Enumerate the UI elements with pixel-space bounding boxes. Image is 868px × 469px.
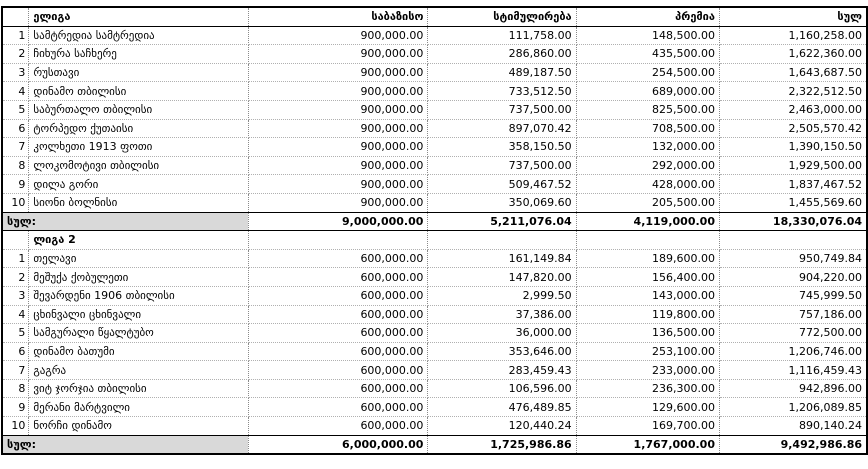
base-cell[interactable]: 900,000.00 <box>249 26 428 45</box>
league2-sum-total[interactable]: 9,492,986.86 <box>719 435 867 454</box>
club-name-cell[interactable]: მეშუქა ქობულეთი <box>29 268 249 287</box>
total-cell[interactable]: 1,390,150.50 <box>719 138 867 157</box>
row-number[interactable]: 3 <box>2 286 29 305</box>
total-cell[interactable]: 745,999.50 <box>719 286 867 305</box>
base-cell[interactable]: 900,000.00 <box>249 100 428 119</box>
table-row <box>2 45 867 64</box>
table-row <box>2 342 867 361</box>
total-cell[interactable]: 1,622,360.00 <box>719 45 867 64</box>
table-row <box>2 249 867 268</box>
stimulus-cell[interactable]: 37,386.00 <box>428 305 576 324</box>
league1-sum-row <box>2 212 867 231</box>
row-number[interactable]: 2 <box>2 268 29 287</box>
club-name-cell[interactable]: დინამო თბილისი <box>29 82 249 101</box>
header-stimulus[interactable]: სტიმულირება <box>428 7 576 26</box>
club-name-cell[interactable]: დინამო ბათუმი <box>29 342 249 361</box>
club-name-cell[interactable]: დილა გორი <box>29 175 249 194</box>
stimulus-cell[interactable]: 2,999.50 <box>428 286 576 305</box>
bonus-cell[interactable]: 708,500.00 <box>576 119 719 138</box>
total-cell[interactable]: 2,505,570.42 <box>719 119 867 138</box>
league2-title[interactable]: ლიგა 2 <box>29 231 249 250</box>
club-name-cell[interactable]: სამტრედია სამტრედია <box>29 26 249 45</box>
header-league[interactable]: ელიგა <box>29 7 249 26</box>
base-cell[interactable]: 600,000.00 <box>249 361 428 380</box>
league1-sum-bonus[interactable]: 4,119,000.00 <box>576 212 719 231</box>
total-cell[interactable]: 890,140.24 <box>719 417 867 436</box>
header-cell-blank[interactable] <box>2 7 29 26</box>
stimulus-cell[interactable]: 106,596.00 <box>428 379 576 398</box>
row-number[interactable]: 7 <box>2 361 29 380</box>
league1-sum-label[interactable]: სულ: <box>2 212 249 231</box>
bonus-cell[interactable]: 148,500.00 <box>576 26 719 45</box>
base-cell[interactable]: 900,000.00 <box>249 138 428 157</box>
total-cell[interactable]: 1,837,467.52 <box>719 175 867 194</box>
total-cell[interactable]: 1,116,459.43 <box>719 361 867 380</box>
total-cell[interactable]: 2,463,000.00 <box>719 100 867 119</box>
bonus-cell[interactable]: 435,500.00 <box>576 45 719 64</box>
row-number[interactable]: 5 <box>2 324 29 343</box>
total-cell[interactable]: 2,322,512.50 <box>719 82 867 101</box>
stimulus-cell[interactable]: 509,467.52 <box>428 175 576 194</box>
club-name-cell[interactable]: სიონი ბოლნისი <box>29 193 249 212</box>
bonus-cell[interactable]: 428,000.00 <box>576 175 719 194</box>
league1-sum-base[interactable]: 9,000,000.00 <box>249 212 428 231</box>
bonus-cell[interactable]: 292,000.00 <box>576 156 719 175</box>
base-cell[interactable]: 600,000.00 <box>249 324 428 343</box>
base-cell[interactable]: 600,000.00 <box>249 379 428 398</box>
bonus-cell[interactable]: 253,100.00 <box>576 342 719 361</box>
bonus-cell[interactable]: 129,600.00 <box>576 398 719 417</box>
table-row <box>2 417 867 436</box>
row-number[interactable]: 8 <box>2 156 29 175</box>
bonus-cell[interactable]: 169,700.00 <box>576 417 719 436</box>
club-name-cell[interactable]: თელავი <box>29 249 249 268</box>
stimulus-cell[interactable]: 283,459.43 <box>428 361 576 380</box>
club-name-cell[interactable]: ნორჩი დინამო <box>29 417 249 436</box>
league1-sum-total[interactable]: 18,330,076.04 <box>719 212 867 231</box>
stimulus-cell[interactable]: 737,500.00 <box>428 156 576 175</box>
row-number[interactable]: 8 <box>2 379 29 398</box>
league2-title-blank-cell[interactable] <box>249 231 428 250</box>
base-cell[interactable]: 900,000.00 <box>249 45 428 64</box>
table-row <box>2 156 867 175</box>
header-bonus[interactable]: პრემია <box>576 7 719 26</box>
base-cell[interactable]: 600,000.00 <box>249 286 428 305</box>
club-name-cell[interactable]: ცხინვალი ცხინვალი <box>29 305 249 324</box>
total-cell[interactable]: 1,160,258.00 <box>719 26 867 45</box>
base-cell[interactable]: 600,000.00 <box>249 417 428 436</box>
base-cell[interactable]: 900,000.00 <box>249 119 428 138</box>
table-row <box>2 268 867 287</box>
total-cell[interactable]: 1,206,746.00 <box>719 342 867 361</box>
league2-title-blank-cell[interactable] <box>428 231 576 250</box>
base-cell[interactable]: 600,000.00 <box>249 305 428 324</box>
bonus-cell[interactable]: 143,000.00 <box>576 286 719 305</box>
club-name-cell[interactable]: მერანი მარტვილი <box>29 398 249 417</box>
table-row <box>2 305 867 324</box>
club-name-cell[interactable]: გაგრა <box>29 361 249 380</box>
base-cell[interactable]: 900,000.00 <box>249 193 428 212</box>
table-row <box>2 26 867 45</box>
table-row <box>2 324 867 343</box>
row-number[interactable]: 10 <box>2 193 29 212</box>
stimulus-cell[interactable]: 476,489.85 <box>428 398 576 417</box>
base-cell[interactable]: 600,000.00 <box>249 342 428 361</box>
total-cell[interactable]: 1,929,500.00 <box>719 156 867 175</box>
table-row <box>2 63 867 82</box>
club-name-cell[interactable]: ლოკომოტივი თბილისი <box>29 156 249 175</box>
table-row <box>2 286 867 305</box>
total-cell[interactable]: 942,896.00 <box>719 379 867 398</box>
bonus-cell[interactable]: 189,600.00 <box>576 249 719 268</box>
total-cell[interactable]: 757,186.00 <box>719 305 867 324</box>
stimulus-cell[interactable]: 161,149.84 <box>428 249 576 268</box>
row-number[interactable]: 6 <box>2 342 29 361</box>
header-row <box>2 7 867 26</box>
league2-title-blank-cell[interactable] <box>576 231 719 250</box>
base-cell[interactable]: 900,000.00 <box>249 63 428 82</box>
league2-sum-bonus[interactable]: 1,767,000.00 <box>576 435 719 454</box>
league1-sum-stim[interactable]: 5,211,076.04 <box>428 212 576 231</box>
club-name-cell[interactable]: საბურთალო თბილისი <box>29 100 249 119</box>
base-cell[interactable]: 900,000.00 <box>249 82 428 101</box>
stimulus-cell[interactable]: 36,000.00 <box>428 324 576 343</box>
row-number[interactable]: 1 <box>2 249 29 268</box>
league2-title-row <box>2 231 867 250</box>
stimulus-cell[interactable]: 897,070.42 <box>428 119 576 138</box>
row-number[interactable]: 1 <box>2 26 29 45</box>
total-cell[interactable]: 904,220.00 <box>719 268 867 287</box>
table-row <box>2 100 867 119</box>
bonus-cell[interactable]: 236,300.00 <box>576 379 719 398</box>
row-number[interactable]: 4 <box>2 82 29 101</box>
stimulus-cell[interactable]: 147,820.00 <box>428 268 576 287</box>
league2-sum-label[interactable]: სულ: <box>2 435 249 454</box>
row-number[interactable]: 9 <box>2 175 29 194</box>
budget-table <box>1 6 868 455</box>
bonus-cell[interactable]: 136,500.00 <box>576 324 719 343</box>
club-name-cell[interactable]: კოლხეთი 1913 ფოთი <box>29 138 249 157</box>
row-number[interactable]: 3 <box>2 63 29 82</box>
stimulus-cell[interactable]: 489,187.50 <box>428 63 576 82</box>
row-number[interactable]: 5 <box>2 100 29 119</box>
row-number[interactable]: 4 <box>2 305 29 324</box>
total-cell[interactable]: 1,206,089.85 <box>719 398 867 417</box>
bonus-cell[interactable]: 689,000.00 <box>576 82 719 101</box>
base-cell[interactable]: 600,000.00 <box>249 398 428 417</box>
stimulus-cell[interactable]: 733,512.50 <box>428 82 576 101</box>
club-name-cell[interactable]: სამგურალი წყალტუბო <box>29 324 249 343</box>
base-cell[interactable]: 900,000.00 <box>249 175 428 194</box>
stimulus-cell[interactable]: 358,150.50 <box>428 138 576 157</box>
league2-sum-row <box>2 435 867 454</box>
row-number[interactable]: 2 <box>2 45 29 64</box>
row-number[interactable]: 9 <box>2 398 29 417</box>
table-row <box>2 379 867 398</box>
stimulus-cell[interactable]: 120,440.24 <box>428 417 576 436</box>
stimulus-cell[interactable]: 286,860.00 <box>428 45 576 64</box>
table-row <box>2 138 867 157</box>
table-row <box>2 119 867 138</box>
club-name-cell[interactable]: ჩიხურა საჩხერე <box>29 45 249 64</box>
club-name-cell[interactable]: ტორპედო ქუთაისი <box>29 119 249 138</box>
bonus-cell[interactable]: 119,800.00 <box>576 305 719 324</box>
table-row <box>2 193 867 212</box>
league2-title-blank-cell[interactable] <box>719 231 867 250</box>
base-cell[interactable]: 900,000.00 <box>249 156 428 175</box>
header-base[interactable]: საბაზისო <box>249 7 428 26</box>
table-row <box>2 361 867 380</box>
row-number[interactable]: 10 <box>2 417 29 436</box>
bonus-cell[interactable]: 254,500.00 <box>576 63 719 82</box>
base-cell[interactable]: 600,000.00 <box>249 268 428 287</box>
stimulus-cell[interactable]: 353,646.00 <box>428 342 576 361</box>
bonus-cell[interactable]: 156,400.00 <box>576 268 719 287</box>
league2-title-blank[interactable] <box>2 231 29 250</box>
stimulus-cell[interactable]: 111,758.00 <box>428 26 576 45</box>
row-number[interactable]: 6 <box>2 119 29 138</box>
stimulus-cell[interactable]: 350,069.60 <box>428 193 576 212</box>
total-cell[interactable]: 772,500.00 <box>719 324 867 343</box>
total-cell[interactable]: 1,643,687.50 <box>719 63 867 82</box>
stimulus-cell[interactable]: 737,500.00 <box>428 100 576 119</box>
base-cell[interactable]: 600,000.00 <box>249 249 428 268</box>
total-cell[interactable]: 1,455,569.60 <box>719 193 867 212</box>
table-row <box>2 175 867 194</box>
table-row <box>2 398 867 417</box>
club-name-cell[interactable]: შევარდენი 1906 თბილისი <box>29 286 249 305</box>
header-total[interactable]: სულ <box>719 7 867 26</box>
club-name-cell[interactable]: ვიტ ჯორჯია თბილისი <box>29 379 249 398</box>
bonus-cell[interactable]: 205,500.00 <box>576 193 719 212</box>
row-number[interactable]: 7 <box>2 138 29 157</box>
league2-sum-stim[interactable]: 1,725,986.86 <box>428 435 576 454</box>
total-cell[interactable]: 950,749.84 <box>719 249 867 268</box>
bonus-cell[interactable]: 132,000.00 <box>576 138 719 157</box>
club-name-cell[interactable]: რუსთავი <box>29 63 249 82</box>
table-row <box>2 82 867 101</box>
bonus-cell[interactable]: 233,000.00 <box>576 361 719 380</box>
league2-sum-base[interactable]: 6,000,000.00 <box>249 435 428 454</box>
bonus-cell[interactable]: 825,500.00 <box>576 100 719 119</box>
